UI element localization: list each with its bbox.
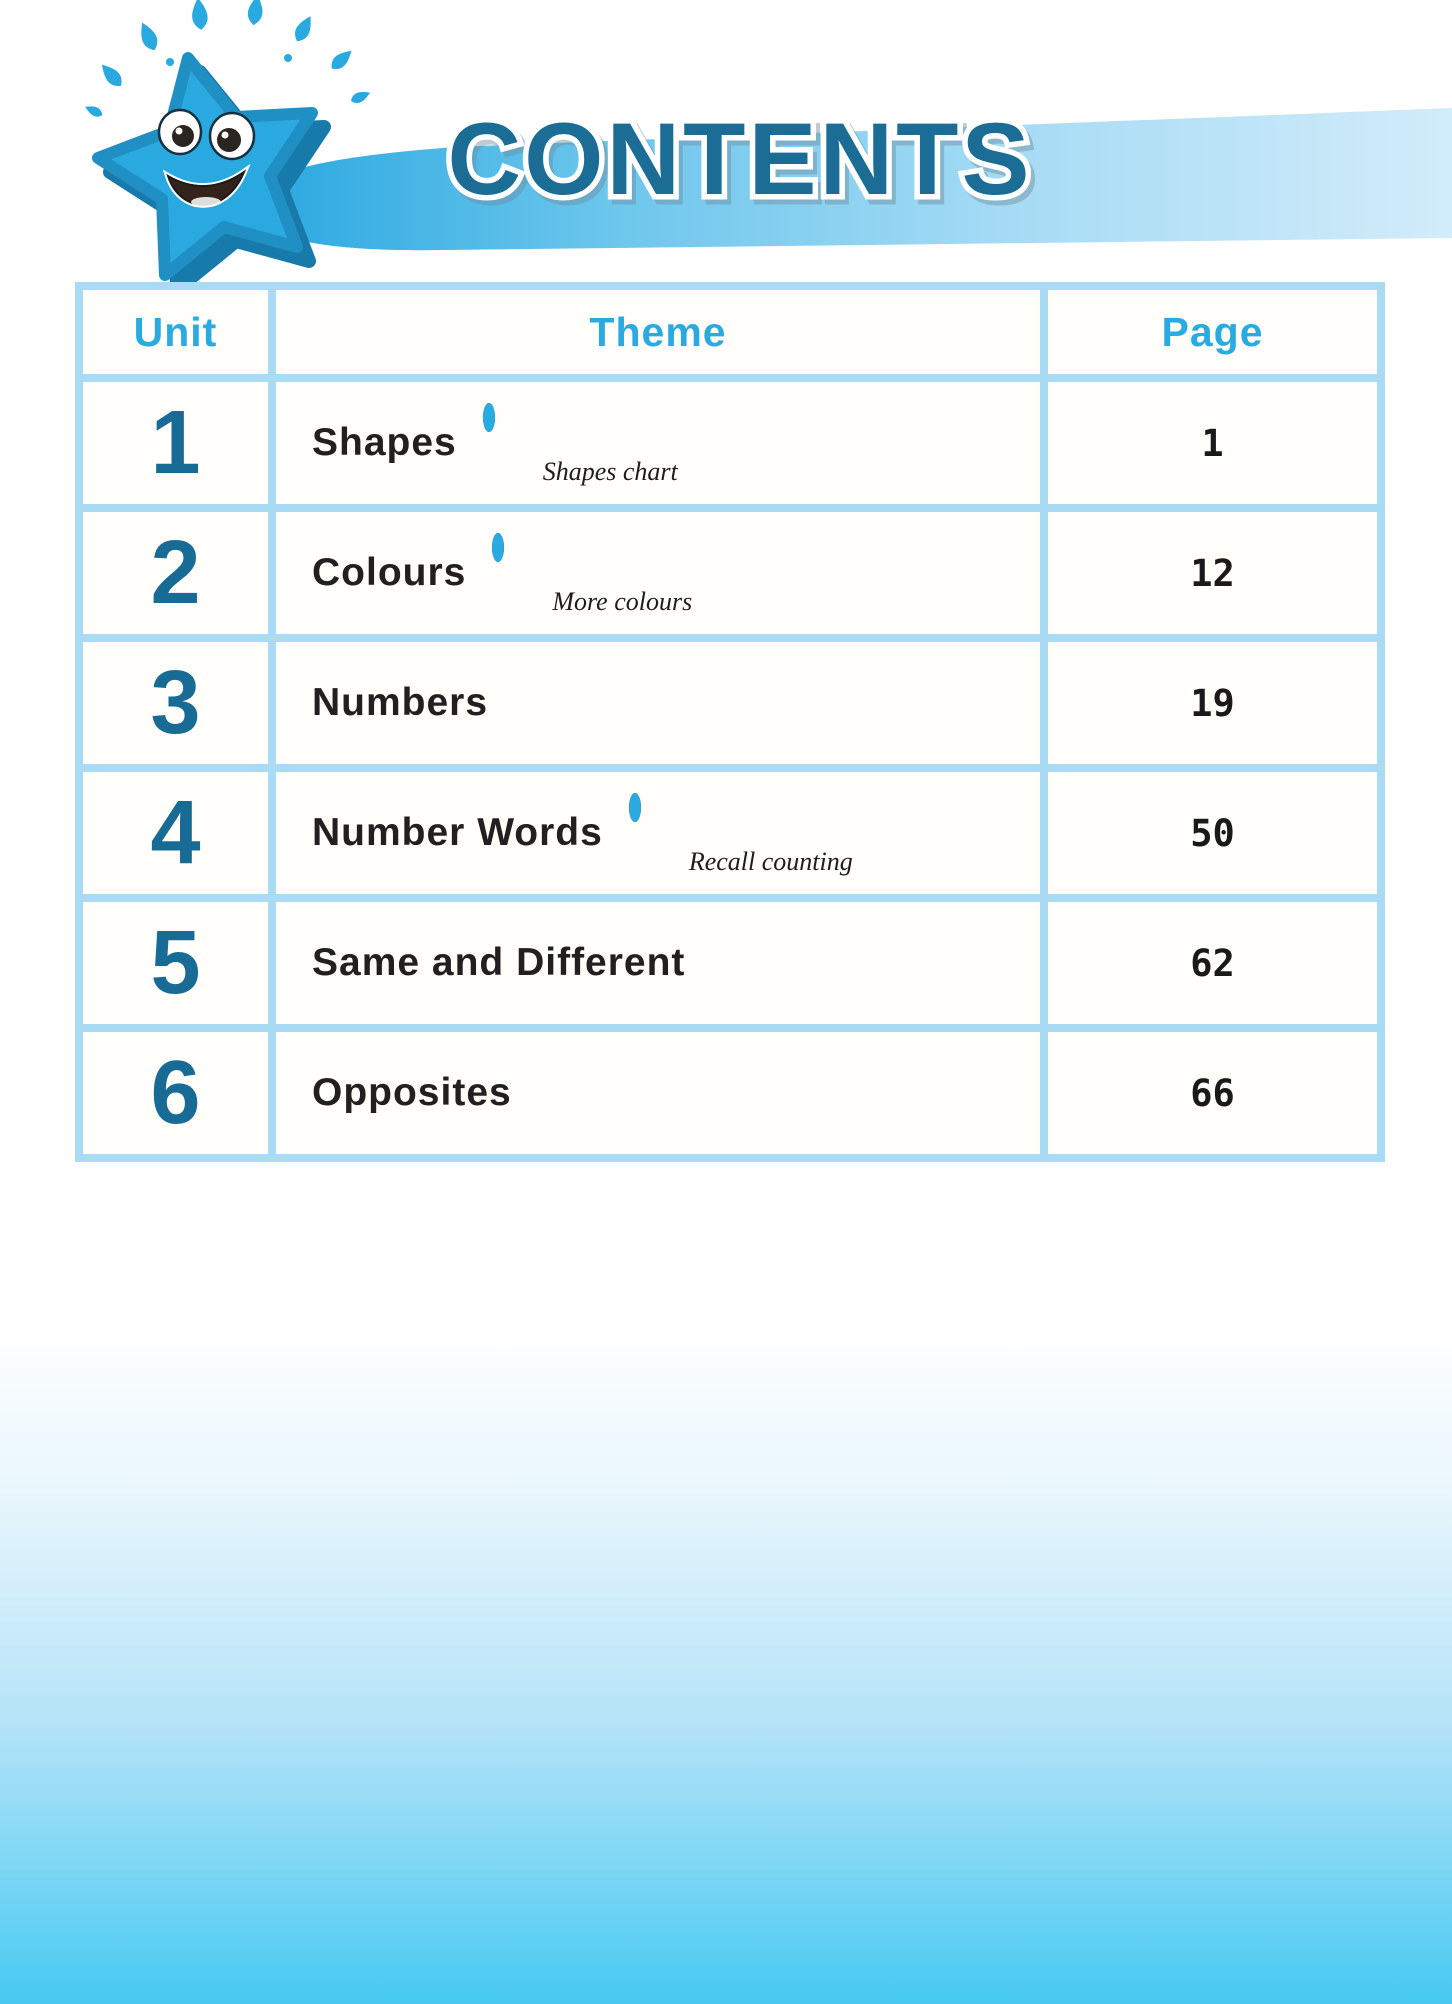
theme-cell [272,638,1044,768]
page-title-text: CONTENTS [447,102,1033,216]
theme-cell [272,378,1044,508]
table-row [79,898,1381,1028]
page-number: 62 [1044,898,1381,1028]
col-header-page: Page [1044,286,1381,378]
page-title [300,52,1180,222]
table-row [79,1028,1381,1158]
col-header-unit: Unit [79,286,272,378]
theme-cell [272,508,1044,638]
table-header-row [79,286,1381,378]
unit-number: 1 [79,378,272,508]
page-number: 1 [1044,378,1381,508]
theme-label: Numbers [312,681,489,724]
table-row [79,638,1381,768]
theme-cell [272,768,1044,898]
unit-number: 2 [79,508,272,638]
qr-caption: More colours [552,587,693,616]
unit-number: 5 [79,898,272,1028]
table-row [79,508,1381,638]
page-number: 66 [1044,1028,1381,1158]
table-row [79,378,1381,508]
qr-code-icon [629,799,853,876]
contents-table [75,282,1385,1162]
table-row [79,768,1381,898]
qr-code-icon [492,539,693,616]
unit-number: 6 [79,1028,272,1158]
col-header-theme: Theme [272,286,1044,378]
theme-cell [272,898,1044,1028]
theme-label: Same and Different [312,941,686,984]
page-number: 19 [1044,638,1381,768]
theme-label: Shapes [312,421,457,464]
page-number: 50 [1044,768,1381,898]
qr-code-icon [483,409,678,486]
qr-caption: Shapes chart [542,457,678,486]
page-number: 12 [1044,508,1381,638]
star-body [98,58,324,289]
theme-label: Colours [312,551,467,594]
theme-label: Number Words [312,811,603,854]
qr-caption: Recall counting [688,847,853,876]
theme-cell [272,1028,1044,1158]
theme-label: Opposites [312,1071,512,1114]
unit-number: 3 [79,638,272,768]
unit-number: 4 [79,768,272,898]
